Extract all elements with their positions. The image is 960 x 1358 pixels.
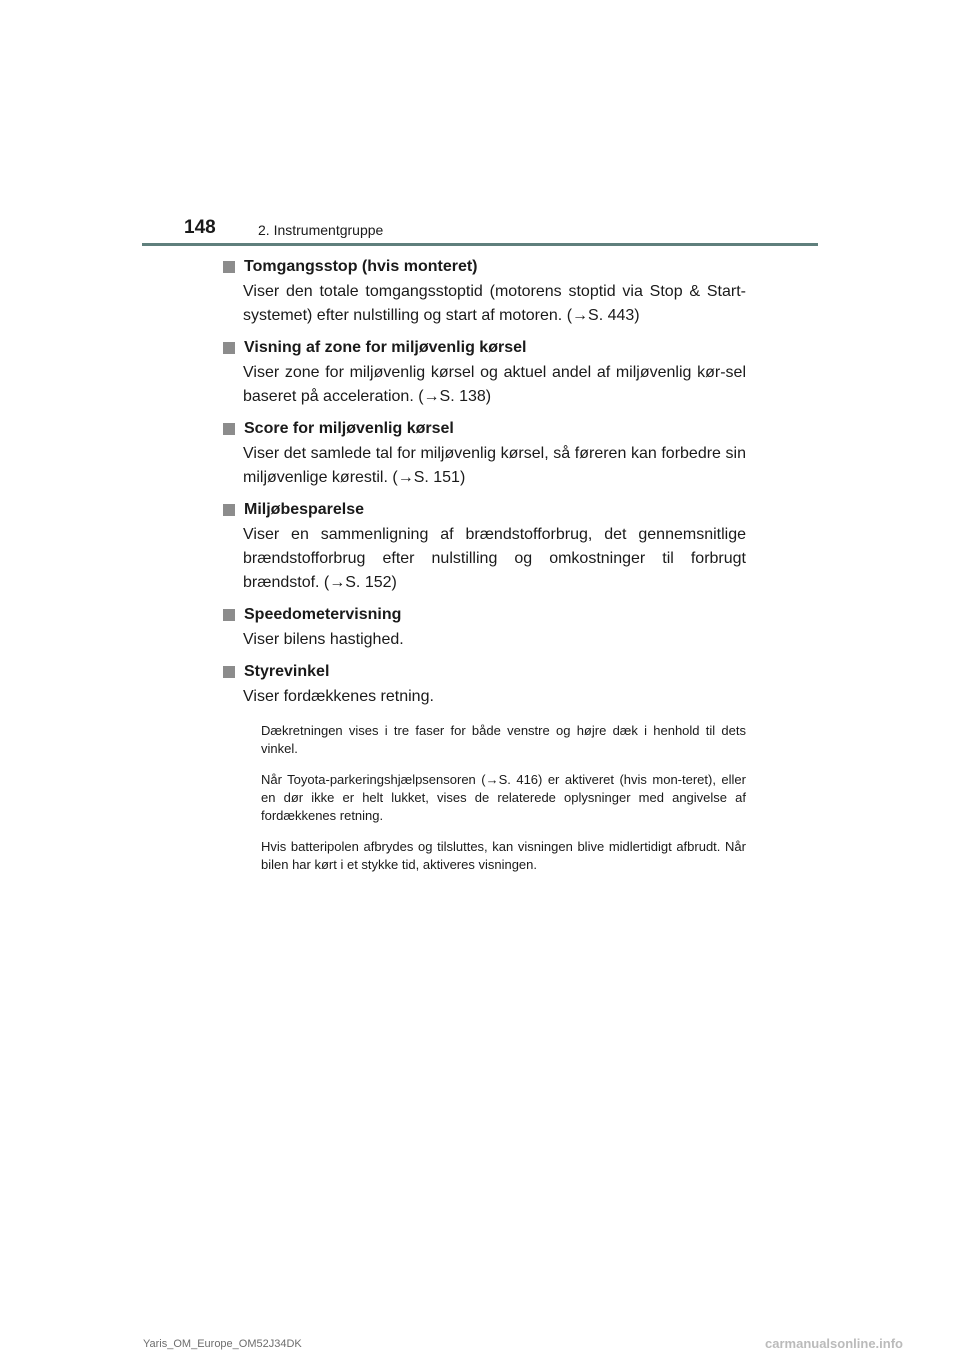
footer-document-code: Yaris_OM_Europe_OM52J34DK — [143, 1338, 302, 1350]
square-bullet-icon — [223, 423, 235, 435]
chapter-title: 2. Instrumentgruppe — [258, 222, 384, 238]
page-header — [184, 216, 818, 246]
section-title: Visning af zone for miljøvenlig kørsel — [244, 339, 527, 356]
square-bullet-icon — [223, 261, 235, 273]
section-body: Viser den totale tomgangsstoptid (motorens stoptid via Stop & Start-systemet) efter nulstilling og start af motoren. (→S. 443) — [243, 283, 746, 324]
section-body: Viser en sammenligning af brændstofforbrug, det gennemsnitlige brændstofforbrug efter nulstilling og omkostninger til forbrugt brændstof. (→S. 152) — [243, 526, 746, 591]
section-title: Tomgangsstop (hvis monteret) — [244, 258, 478, 275]
section-body: Viser zone for miljøvenlig kørsel og aktuel andel af miljøvenlig kør-sel baseret på acceleration. (→S. 138) — [243, 364, 746, 405]
page-number: 148 — [184, 217, 216, 238]
section-eco-zone — [223, 335, 746, 409]
section-steering-angle — [223, 659, 746, 874]
section-body: Viser det samlede tal for miljøvenlig kørsel, så føreren kan forbedre sin miljøvenlige kørestil. (→S. 151) — [243, 445, 746, 486]
main-content — [223, 254, 746, 881]
page-footer — [143, 1337, 903, 1351]
note-paragraph: Når Toyota-parkeringshjælpsensoren (→S. 416) er aktiveret (hvis mon-teret), eller en dør ikke er helt lukket, vises de relaterede oplysninger med angivelse af fordækkenes retning. — [261, 772, 746, 823]
section-eco-score — [223, 416, 746, 490]
square-bullet-icon — [223, 609, 235, 621]
section-title: Score for miljøvenlig kørsel — [244, 420, 454, 437]
section-idle-stop — [223, 254, 746, 328]
footer-watermark: carmanualsonline.info — [765, 1336, 903, 1351]
square-bullet-icon — [223, 342, 235, 354]
note-paragraph: Dækretningen vises i tre faser for både venstre og højre dæk i henhold til dets vinkel. — [261, 723, 746, 756]
section-eco-savings — [223, 497, 746, 595]
section-speedometer — [223, 602, 746, 652]
note-paragraph: Hvis batteripolen afbrydes og tilsluttes, kan visningen blive midlertidigt afbrudt. Når bilen har kørt i et stykke tid, aktiveres visningen. — [261, 839, 746, 872]
section-title: Miljøbesparelse — [244, 501, 365, 518]
section-title: Speedometervisning — [244, 606, 402, 623]
notes — [261, 722, 746, 874]
section-title: Styrevinkel — [244, 663, 330, 680]
section-body: Viser fordækkenes retning. — [243, 688, 434, 705]
section-body: Viser bilens hastighed. — [243, 631, 404, 648]
square-bullet-icon — [223, 504, 235, 516]
square-bullet-icon — [223, 666, 235, 678]
header-divider — [142, 243, 818, 246]
